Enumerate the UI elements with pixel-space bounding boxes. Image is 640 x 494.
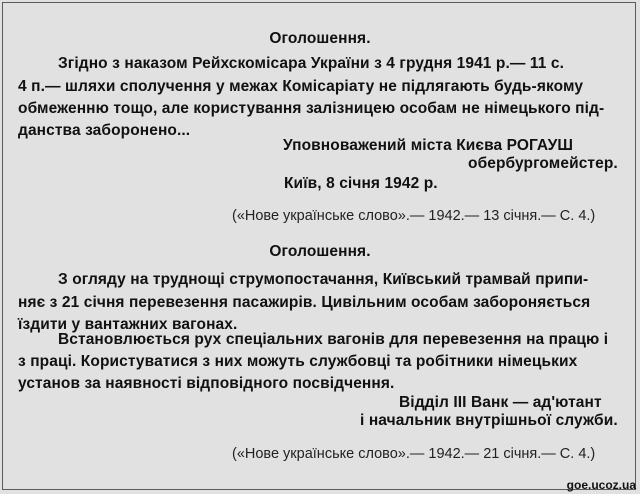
announcement-2-line-6: установ за наявності відповідного посвідчення. xyxy=(18,375,395,392)
announcement-2-source: («Нове українське слово».— 1942.— 21 січня.— С. 4.) xyxy=(232,446,596,462)
announcement-1-signature-1: Уповноважений міста Києва РОГАУШ xyxy=(283,137,574,154)
announcement-1-line-1: Згідно з наказом Рейхскомісара України з 4 грудня 1941 р.— 11 с. xyxy=(58,55,565,72)
site-watermark: goe.ucoz.ua xyxy=(566,478,636,492)
announcement-2-line-5: з праці. Користуватися з них можуть службовці та робітники німецьких xyxy=(18,353,578,370)
announcement-1-line-2: 4 п.— шляхи сполучення у межах Комісаріату не підлягають будь-якому xyxy=(18,78,584,95)
announcement-1-title: Оголошення. xyxy=(269,30,371,47)
announcement-1-place-date: Київ, 8 січня 1942 р. xyxy=(284,175,438,192)
announcement-2-signature-1: Відділ III Ванк — ад'ютант xyxy=(399,394,602,411)
announcement-2-line-3: їздити у вантажних вагонах. xyxy=(18,316,238,333)
announcement-1-line-3: обмеженню тощо, але користування залізницею особам не німецького під- xyxy=(18,100,605,117)
announcement-2-signature-2: і начальник внутрішньої служби. xyxy=(360,412,618,429)
announcement-1-signature-2: обербургомейстер. xyxy=(468,155,618,172)
announcement-2-line-2: няє з 21 січня перевезення пасажирів. Цивільним особам забороняється xyxy=(18,294,591,311)
announcement-2-title: Оголошення. xyxy=(269,243,371,260)
announcement-2-line-4: Встановлюється рух спеціальних вагонів для перевезення на працю і xyxy=(58,331,609,348)
announcement-1-source: («Нове українське слово».— 1942.— 13 січня.— С. 4.) xyxy=(232,208,596,224)
announcement-2-line-1: З огляду на труднощі струмопостачання, Київський трамвай припи- xyxy=(58,271,589,288)
announcement-1-line-4: данства заборонено... xyxy=(18,122,191,139)
